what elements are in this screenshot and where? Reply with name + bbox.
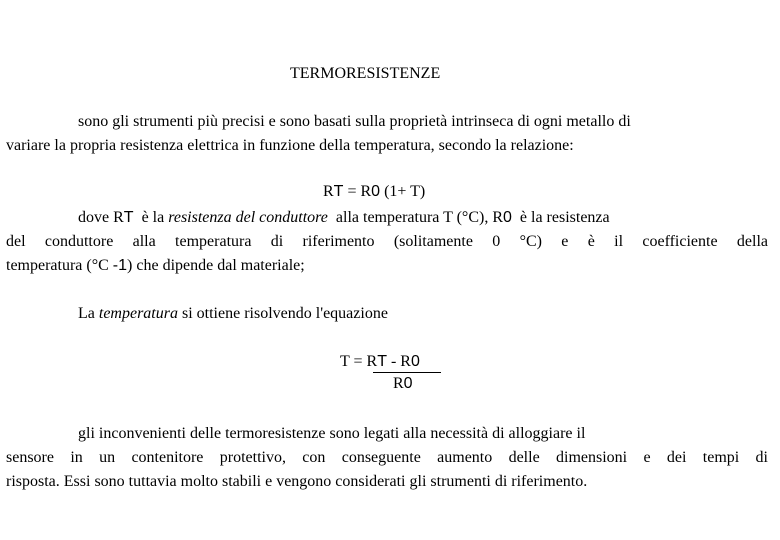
page-title: TERMORESISTENZE — [290, 65, 441, 82]
formula-temperature-numerator — [340, 351, 420, 373]
formula2-t-sub: T — [377, 353, 387, 370]
para2-l1-b: è la — [133, 209, 169, 226]
para4-line2 — [6, 447, 768, 469]
para1-line1-text: sono gli strumenti più precisi e sono basati sulla proprietà intrinseca di ogni metallo di — [78, 113, 631, 130]
formula1-zero-sub: 0 — [371, 183, 381, 200]
para2-l1-c: alla temperatura T (°C), R — [327, 209, 503, 226]
para4-line3-text: risposta. Essi sono tuttavia molto stabili e vengono considerati gli strumenti di riferimento. — [6, 473, 588, 490]
para2-line3 — [6, 255, 768, 277]
formula2-den-zero: 0 — [403, 375, 413, 392]
para2-l3-a: temperatura (°C — [6, 257, 113, 274]
formula1-t-sub: T — [333, 183, 344, 200]
para3-italic: temperatura — [98, 305, 178, 322]
para2-l3-b: ) che dipende dal materiale; — [127, 257, 305, 274]
para2-l1-d: è la resistenza — [511, 209, 610, 226]
para3-line — [78, 303, 768, 325]
para4-line1 — [78, 423, 768, 445]
para2-l1-a: dove R — [78, 209, 124, 226]
para2-line2-text: del conduttore alla temperatura di riferimento (solitamente 0 °C) e è il coefficiente della — [6, 233, 768, 250]
formula2-minus: - R — [386, 353, 411, 370]
para2-l1-t-sub: T — [123, 209, 134, 226]
formula1-rest: (1+ T) — [380, 183, 426, 200]
para4-line3 — [6, 471, 768, 493]
para2-line2 — [6, 231, 768, 253]
formula-resistance — [323, 181, 425, 203]
formula-temperature-denominator — [393, 373, 413, 395]
formula1-r: R — [323, 183, 334, 200]
para2-l3-exponent: -1 — [112, 257, 128, 274]
para2-l1-italic: resistenza del conduttore — [168, 209, 328, 226]
para1-line1 — [78, 111, 768, 133]
para1-line2 — [6, 135, 768, 157]
para2-l1-zero-sub: 0 — [503, 209, 512, 226]
formula2-zero-sub: 0 — [410, 353, 420, 370]
para1-line2-text: variare la propria resistenza elettrica in funzione della temperatura, secondo la relazione: — [6, 137, 574, 154]
para4-line1-text: gli inconvenienti delle termoresistenze sono legati alla necessità di alloggiare il — [78, 425, 586, 442]
para2-line1 — [78, 207, 748, 229]
formula1-eq: = R — [343, 183, 372, 200]
para4-line2-text: sensore in un contenitore protettivo, con conseguente aumento delle dimensioni e dei tempi di — [6, 449, 768, 466]
formula2-den-r: R — [393, 375, 404, 392]
formula2-lhs: T = R — [340, 353, 378, 370]
para3-b: si ottiene risolvendo l'equazione — [177, 305, 388, 322]
para3-a: La — [78, 305, 99, 322]
